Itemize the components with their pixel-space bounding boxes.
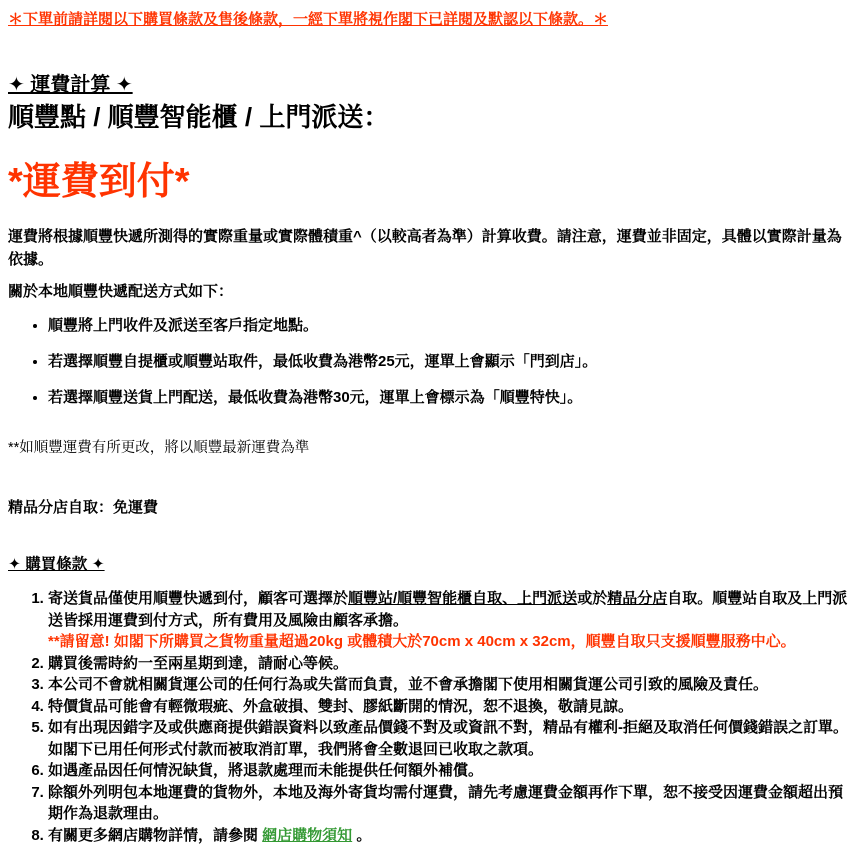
term-item-8	[48, 825, 853, 847]
online-shopping-guide-link[interactable]: 網店購物須知	[262, 826, 353, 844]
term-8-text: 。	[352, 826, 372, 844]
term-1-size-warning: **請留意! 如閣下所購買之貨物重量超過20kg 或體積大於70cm x 40cm x 32cm，順豐自取只支援順豐服務中心。	[48, 633, 796, 650]
list-item: • 順豐將上門收件及派送至客戶指定地點。	[48, 316, 853, 336]
local-delivery-intro: 關於本地順豐快遞配送方式如下：	[8, 283, 234, 300]
list-item: • 若選擇順豐自提櫃或順豐站取件，最低收費為港幣25元，運單上會顯示「門到店」。	[48, 352, 853, 372]
pre-order-notice: ＊下單前請詳閱以下購買條款及售後條款，一經下單將視作閣下已詳閱及默認以下條款。＊	[8, 11, 609, 28]
term-item-1	[48, 588, 853, 653]
term-item-2: 2. 購買後需時約一至兩星期到達，請耐心等候。	[48, 653, 853, 675]
term-item-3: 3. 本公司不會就相關貨運公司的任何行為或失當而負責，並不會承擔閣下使用相關貨運公司引致的風險及責任。	[48, 674, 853, 696]
delivery-methods-heading: 順豐點 / 順豐智能櫃 / 上門派送：	[8, 102, 390, 132]
store-pickup-note: 精品分店自取：免運費	[8, 499, 159, 516]
term-item-4: 4. 特價貨品可能會有輕微瑕疵、外盒破損、雙封、膠紙斷開的情況，恕不退換，敬請見諒。	[48, 696, 853, 718]
fee-change-note: **如順豐運費有所更改，將以順豐最新運費為準	[8, 440, 310, 456]
delivery-options-list	[8, 316, 853, 408]
purchase-terms-list	[8, 588, 853, 846]
term-1-store-emphasis: 精品分店	[607, 590, 668, 607]
shipping-calc-heading: ✦ 運費計算 ✦	[8, 74, 133, 96]
policy-document	[8, 10, 853, 846]
term-1-text: 或於	[577, 590, 608, 607]
term-item-7: 7. 除額外列明包本地運費的貨物外，本地及海外寄貨均需付運費，請先考慮運費金額再作下單，恕不接受因運費金額超出預期作為退款理由。	[48, 782, 853, 825]
term-1-pickup-options-emphasis: 順豐站/順豐智能櫃自取、上門派送	[348, 590, 578, 607]
term-item-5: 5. 如有出現因錯字及或供應商提供錯誤資料以致產品價錢不對及或資訊不對，精品有權利-拒絕及取消任何價錢錯誤之訂單。如閣下已用任何形式付款而被取消訂單，我們將會全數退回已收取之款項。	[48, 717, 853, 760]
term-1-text: 自取。順豐站自取及上門派送皆採用運費到付方式，所有費用及風險由顧客承擔。	[48, 590, 848, 629]
term-item-6: 6. 如遇產品因任何情況缺貨，將退款處理而未能提供任何額外補償。	[48, 760, 853, 782]
list-item: • 若選擇順豐送貨上門配送，最低收費為港幣30元，運單上會標示為「順豐特快」。	[48, 388, 853, 408]
term-8-text: 有關更多網店購物詳情，請參閱	[48, 826, 263, 844]
freight-collect-banner: *運費到付*	[8, 161, 190, 203]
term-1-text: 寄送貨品僅使用順豐快遞到付，顧客可選擇於	[48, 590, 349, 607]
freight-calculation-paragraph: 運費將根據順豐快遞所測得的實際重量或實際體積重^（以較高者為準）計算收費。請注意，運費並非固定，具體以實際計量為依據。	[8, 228, 842, 268]
purchase-terms-heading: ✦ 購買條款 ✦	[8, 556, 105, 573]
